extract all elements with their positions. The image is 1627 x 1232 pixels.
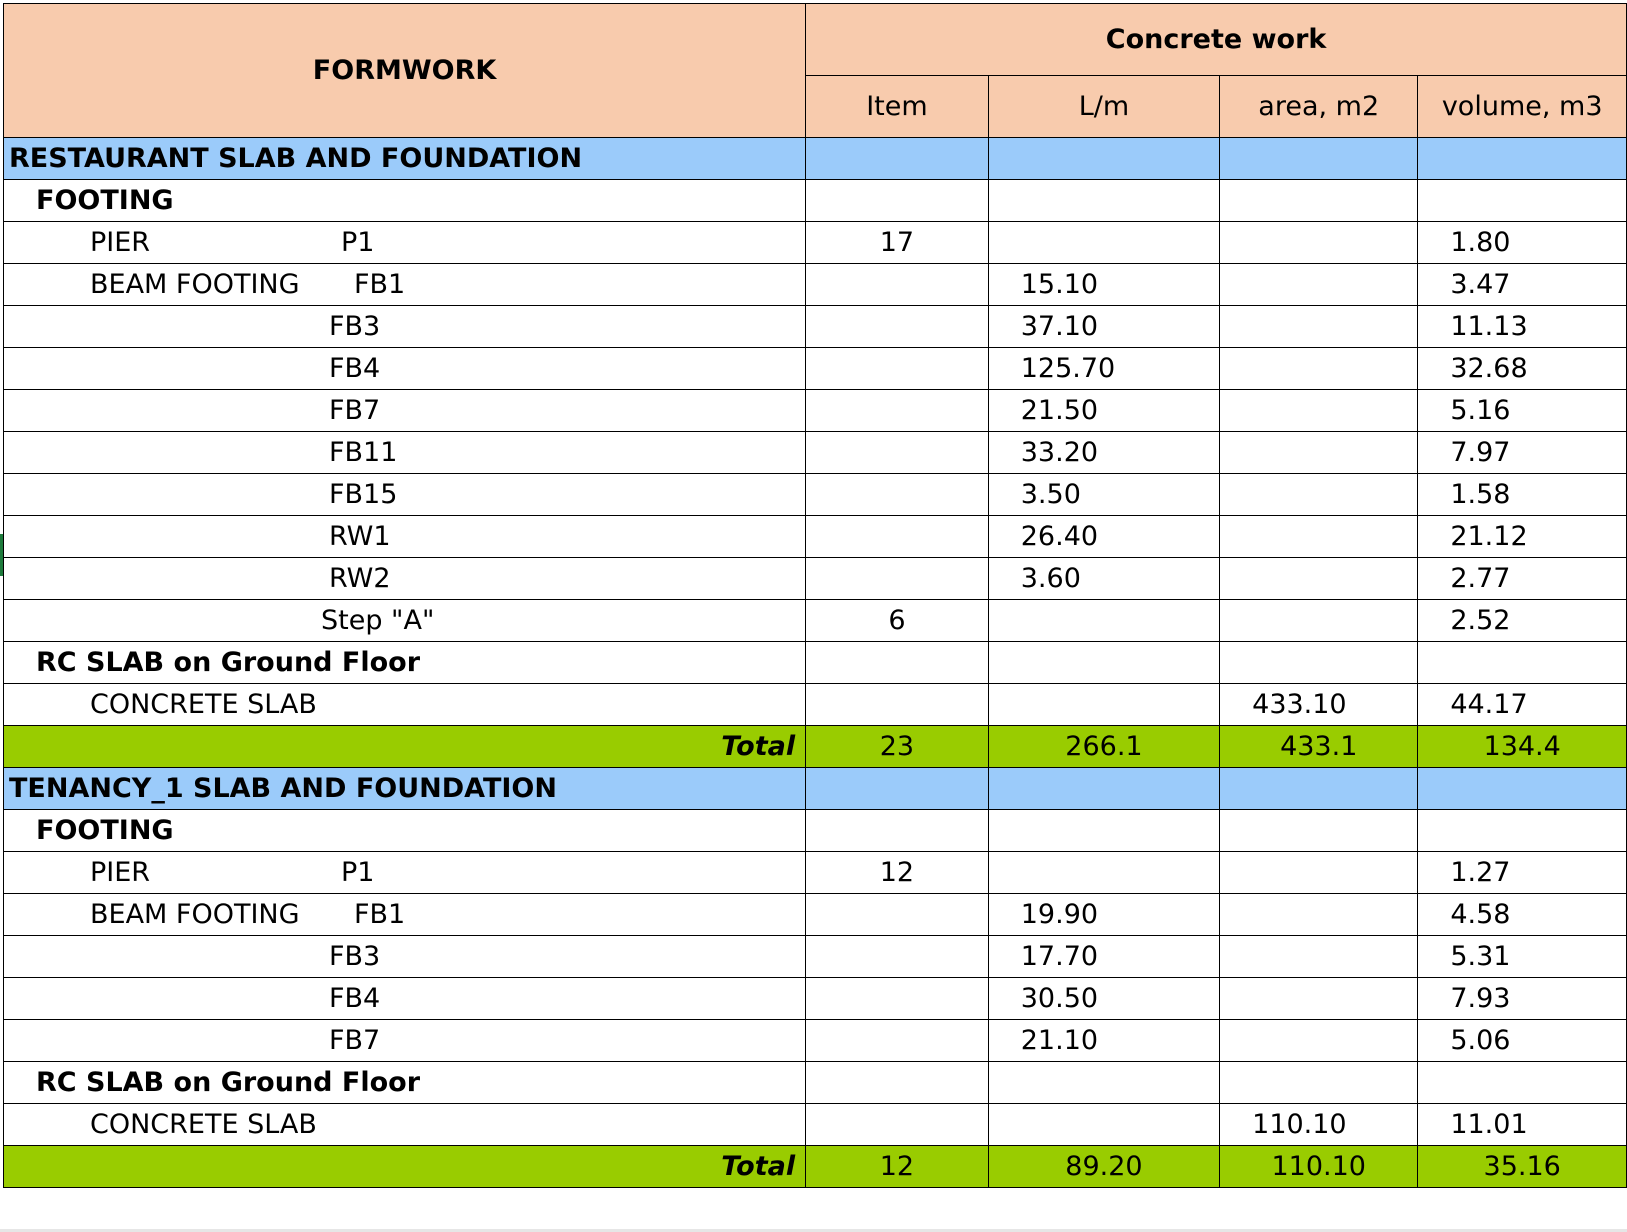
empty-cell[interactable] [806, 642, 989, 684]
lm-cell[interactable]: 17.70 [988, 936, 1219, 978]
lm-cell[interactable]: 19.90 [988, 894, 1219, 936]
row-label: PIER [90, 227, 151, 258]
item-cell[interactable] [806, 432, 989, 474]
total-area[interactable]: 110.10 [1220, 1146, 1418, 1188]
table-row [4, 390, 1627, 432]
row-description[interactable] [4, 348, 806, 390]
lm-cell[interactable]: 125.70 [988, 348, 1219, 390]
item-cell[interactable] [806, 516, 989, 558]
volume-cell[interactable]: 5.06 [1418, 1020, 1627, 1062]
row-code: FB4 [329, 983, 381, 1014]
table-row [4, 684, 1627, 726]
row-label: CONCRETE SLAB [90, 1109, 317, 1140]
table-row [4, 978, 1627, 1020]
row-description[interactable] [4, 600, 806, 642]
table-row [4, 558, 1627, 600]
volume-cell[interactable]: 44.17 [1418, 684, 1627, 726]
row-description[interactable] [4, 516, 806, 558]
empty-cell[interactable] [806, 180, 989, 222]
item-cell[interactable] [806, 390, 989, 432]
row-label: BEAM FOOTING [90, 899, 300, 930]
empty-cell[interactable] [1220, 768, 1418, 810]
lm-cell[interactable] [988, 684, 1219, 726]
group-title[interactable]: FOOTING [4, 810, 806, 852]
total-volume[interactable]: 134.4 [1418, 726, 1627, 768]
area-cell[interactable] [1220, 852, 1418, 894]
item-cell[interactable]: 6 [806, 600, 989, 642]
item-cell[interactable]: 12 [806, 852, 989, 894]
volume-cell[interactable]: 2.77 [1418, 558, 1627, 600]
row-description[interactable] [4, 684, 806, 726]
item-cell[interactable] [806, 558, 989, 600]
lm-cell[interactable]: 30.50 [988, 978, 1219, 1020]
empty-cell[interactable] [806, 768, 989, 810]
lm-cell[interactable] [988, 852, 1219, 894]
empty-cell[interactable] [806, 810, 989, 852]
empty-cell[interactable] [1418, 138, 1627, 180]
section-title[interactable]: RESTAURANT SLAB AND FOUNDATION [4, 138, 806, 180]
total-lm[interactable]: 89.20 [988, 1146, 1219, 1188]
row-description[interactable] [4, 432, 806, 474]
volume-cell[interactable]: 7.93 [1418, 978, 1627, 1020]
lm-cell[interactable]: 15.10 [988, 264, 1219, 306]
group-row [4, 810, 1627, 852]
lm-cell[interactable]: 26.40 [988, 516, 1219, 558]
table-row [4, 516, 1627, 558]
volume-cell[interactable]: 1.27 [1418, 852, 1627, 894]
volume-cell[interactable]: 3.47 [1418, 264, 1627, 306]
volume-cell[interactable]: 1.58 [1418, 474, 1627, 516]
row-description[interactable] [4, 852, 806, 894]
area-cell[interactable] [1220, 600, 1418, 642]
group-row [4, 180, 1627, 222]
area-cell[interactable]: 433.10 [1220, 684, 1418, 726]
empty-cell[interactable] [1220, 180, 1418, 222]
area-cell[interactable] [1220, 306, 1418, 348]
empty-cell[interactable] [1220, 138, 1418, 180]
row-label: CONCRETE SLAB [90, 689, 317, 720]
area-cell[interactable] [1220, 894, 1418, 936]
total-row [4, 726, 1627, 768]
row-code: FB4 [329, 353, 381, 384]
table-row [4, 306, 1627, 348]
volume-cell[interactable]: 5.31 [1418, 936, 1627, 978]
total-item[interactable]: 23 [806, 726, 989, 768]
empty-cell[interactable] [1220, 642, 1418, 684]
table-row [4, 1104, 1627, 1146]
section-row [4, 138, 1627, 180]
group-title[interactable]: RC SLAB on Ground Floor [4, 642, 806, 684]
empty-cell[interactable] [806, 1062, 989, 1104]
section-title[interactable]: TENANCY_1 SLAB AND FOUNDATION [4, 768, 806, 810]
area-cell[interactable] [1220, 558, 1418, 600]
empty-cell[interactable] [1418, 1062, 1627, 1104]
column-header-area[interactable]: area, m2 [1220, 76, 1418, 138]
empty-cell[interactable] [806, 138, 989, 180]
area-cell[interactable] [1220, 978, 1418, 1020]
volume-cell[interactable]: 11.13 [1418, 306, 1627, 348]
total-label[interactable]: Total [4, 1146, 806, 1188]
empty-cell[interactable] [1418, 810, 1627, 852]
empty-cell[interactable] [1418, 642, 1627, 684]
table-row [4, 894, 1627, 936]
total-item[interactable]: 12 [806, 1146, 989, 1188]
volume-cell[interactable]: 4.58 [1418, 894, 1627, 936]
table-row [4, 852, 1627, 894]
table-row [4, 1020, 1627, 1062]
row-code: FB11 [329, 437, 398, 468]
empty-cell[interactable] [988, 810, 1219, 852]
row-label: BEAM FOOTING [90, 269, 300, 300]
section-row [4, 768, 1627, 810]
formwork-header[interactable]: FORMWORK [4, 4, 806, 138]
area-cell[interactable] [1220, 432, 1418, 474]
row-description[interactable] [4, 978, 806, 1020]
lm-cell[interactable]: 37.10 [988, 306, 1219, 348]
area-cell[interactable] [1220, 936, 1418, 978]
total-volume[interactable]: 35.16 [1418, 1146, 1627, 1188]
area-cell[interactable] [1220, 390, 1418, 432]
item-cell[interactable] [806, 264, 989, 306]
row-code: FB3 [329, 311, 381, 342]
row-code: FB3 [329, 941, 381, 972]
empty-cell[interactable] [1220, 810, 1418, 852]
volume-cell[interactable]: 7.97 [1418, 432, 1627, 474]
empty-cell[interactable] [988, 1062, 1219, 1104]
row-label: PIER [90, 857, 151, 888]
row-code: FB7 [329, 1025, 381, 1056]
item-cell[interactable] [806, 474, 989, 516]
row-description[interactable] [4, 306, 806, 348]
row-code: FB15 [329, 479, 398, 510]
item-cell[interactable] [806, 894, 989, 936]
total-area[interactable]: 433.1 [1220, 726, 1418, 768]
lm-cell[interactable]: 3.60 [988, 558, 1219, 600]
formwork-table [3, 3, 1627, 1188]
lm-cell[interactable] [988, 600, 1219, 642]
row-code: FB1 [354, 899, 406, 930]
row-code: P1 [341, 227, 375, 258]
lm-cell[interactable] [988, 222, 1219, 264]
group-row [4, 642, 1627, 684]
total-label[interactable]: Total [4, 726, 806, 768]
area-cell[interactable] [1220, 348, 1418, 390]
item-cell[interactable] [806, 684, 989, 726]
area-cell[interactable] [1220, 222, 1418, 264]
row-description[interactable] [4, 1104, 806, 1146]
column-header-item[interactable]: Item [806, 76, 989, 138]
table-row [4, 264, 1627, 306]
empty-cell[interactable] [988, 768, 1219, 810]
total-row [4, 1146, 1627, 1188]
row-description[interactable] [4, 558, 806, 600]
table-row [4, 222, 1627, 264]
volume-cell[interactable]: 32.68 [1418, 348, 1627, 390]
lm-cell[interactable]: 33.20 [988, 432, 1219, 474]
row-code: RW1 [329, 521, 391, 552]
empty-cell[interactable] [988, 180, 1219, 222]
row-code: P1 [341, 857, 375, 888]
volume-cell[interactable]: 5.16 [1418, 390, 1627, 432]
volume-cell[interactable]: 21.12 [1418, 516, 1627, 558]
area-cell[interactable] [1220, 1020, 1418, 1062]
empty-cell[interactable] [988, 138, 1219, 180]
item-cell[interactable] [806, 978, 989, 1020]
row-code: FB1 [354, 269, 406, 300]
area-cell[interactable] [1220, 474, 1418, 516]
item-cell[interactable] [806, 1104, 989, 1146]
group-title[interactable]: RC SLAB on Ground Floor [4, 1062, 806, 1104]
row-description[interactable] [4, 474, 806, 516]
item-cell[interactable]: 17 [806, 222, 989, 264]
row-description[interactable] [4, 222, 806, 264]
group-title[interactable]: FOOTING [4, 180, 806, 222]
empty-cell[interactable] [988, 642, 1219, 684]
table-row [4, 348, 1627, 390]
row-code: FB7 [329, 395, 381, 426]
column-header-lm[interactable]: L/m [988, 76, 1219, 138]
volume-cell[interactable]: 2.52 [1418, 600, 1627, 642]
area-cell[interactable] [1220, 264, 1418, 306]
row-description[interactable] [4, 1020, 806, 1062]
empty-cell[interactable] [1220, 1062, 1418, 1104]
table-row [4, 432, 1627, 474]
lm-cell[interactable] [988, 1104, 1219, 1146]
table-row [4, 474, 1627, 516]
item-cell[interactable] [806, 306, 989, 348]
row-description[interactable] [4, 894, 806, 936]
item-cell[interactable] [806, 348, 989, 390]
empty-cell[interactable] [1418, 180, 1627, 222]
empty-cell[interactable] [1418, 768, 1627, 810]
lm-cell[interactable]: 21.50 [988, 390, 1219, 432]
lm-cell[interactable]: 3.50 [988, 474, 1219, 516]
area-cell[interactable] [1220, 516, 1418, 558]
item-cell[interactable] [806, 936, 989, 978]
row-description[interactable] [4, 936, 806, 978]
group-row [4, 1062, 1627, 1104]
total-lm[interactable]: 266.1 [988, 726, 1219, 768]
lm-cell[interactable]: 21.10 [988, 1020, 1219, 1062]
volume-cell[interactable]: 1.80 [1418, 222, 1627, 264]
volume-cell[interactable]: 11.01 [1418, 1104, 1627, 1146]
table-row [4, 600, 1627, 642]
column-header-volume[interactable]: volume, m3 [1418, 76, 1627, 138]
item-cell[interactable] [806, 1020, 989, 1062]
row-description[interactable] [4, 264, 806, 306]
row-description[interactable] [4, 390, 806, 432]
area-cell[interactable]: 110.10 [1220, 1104, 1418, 1146]
row-code: Step "A" [321, 605, 435, 636]
concrete-work-header[interactable]: Concrete work [806, 4, 1627, 76]
table-row [4, 936, 1627, 978]
row-code: RW2 [329, 563, 391, 594]
